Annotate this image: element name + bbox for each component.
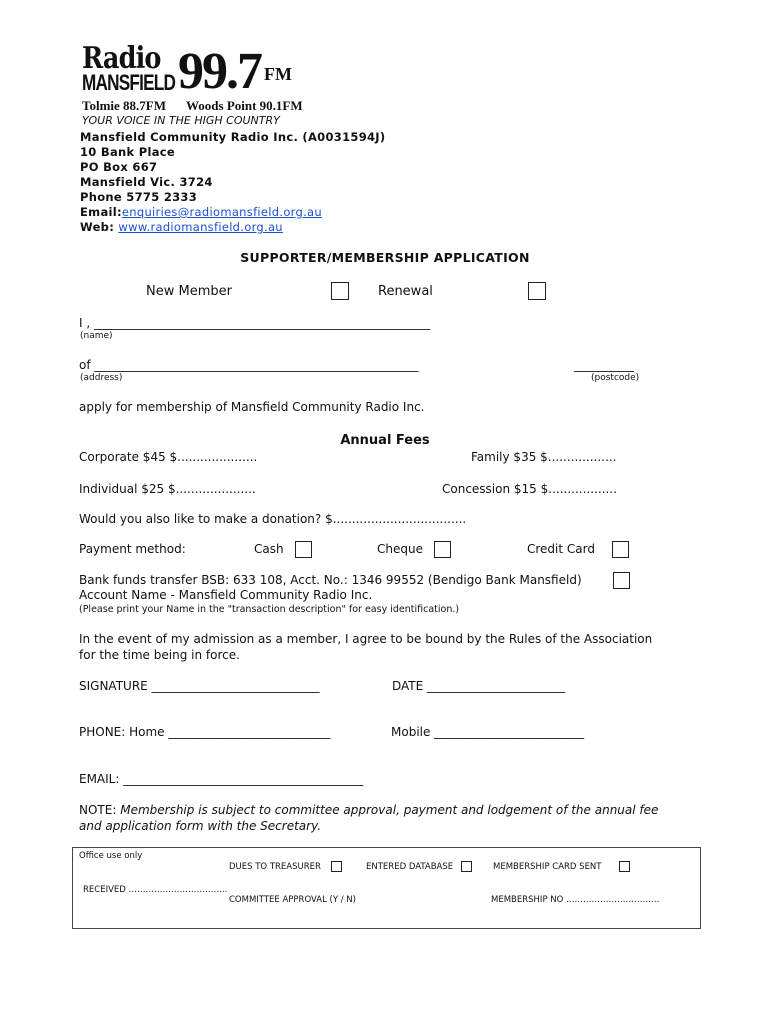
logo-mansfield: MANSFIELD	[82, 70, 176, 95]
dues-label: DUES TO TREASURER	[229, 862, 321, 872]
fee-concession[interactable]: Concession $15 $..................	[442, 482, 617, 496]
mobile-field[interactable]: Mobile _________________________	[391, 725, 585, 739]
office-use-title: Office use only	[79, 851, 143, 861]
date-field[interactable]: DATE _______________________	[392, 679, 566, 693]
note-line-1	[79, 803, 658, 817]
fee-family[interactable]: Family $35 $..................	[471, 450, 617, 464]
org-name: Mansfield Community Radio Inc. (A0031594J)	[80, 130, 386, 144]
logo-fm: FM	[264, 64, 292, 84]
cheque-checkbox[interactable]	[434, 541, 451, 558]
fees-title: Annual Fees	[340, 433, 430, 448]
station-logo	[82, 41, 303, 124]
logo-woods-point: Woods Point 90.1FM	[186, 98, 303, 113]
name-field[interactable]: I , ________________________________________________________	[79, 316, 430, 330]
org-city: Mansfield Vic. 3724	[80, 175, 213, 189]
logo-frequency: 99.7	[178, 43, 261, 100]
email-link[interactable]: enquiries@radiomansfield.org.au	[121, 205, 322, 219]
logo-tolmie: Tolmie 88.7FM	[82, 98, 167, 113]
membership-no-field[interactable]: MEMBERSHIP NO ……………………………	[491, 895, 660, 905]
note-label: NOTE:	[79, 803, 117, 817]
email-label: Email:	[80, 205, 122, 219]
tagline: YOUR VOICE IN THE HIGH COUNTRY	[82, 114, 280, 127]
apply-text: apply for membership of Mansfield Community Radio Inc.	[79, 400, 425, 414]
donation-field[interactable]: Would you also like to make a donation? $...................................	[79, 512, 467, 526]
entered-database-label: ENTERED DATABASE	[366, 862, 454, 872]
cheque-label: Cheque	[377, 542, 423, 556]
note-text-1: Membership is subject to committee approval, payment and lodgement of the annual fee	[120, 803, 659, 817]
address-field[interactable]: of ______________________________________________________	[79, 358, 419, 372]
credit-card-label: Credit Card	[527, 542, 595, 556]
renewal-checkbox[interactable]	[528, 282, 546, 300]
email-field[interactable]: EMAIL: ________________________________________	[79, 772, 364, 786]
card-sent-checkbox[interactable]	[619, 861, 630, 872]
org-po-box: PO Box 667	[80, 160, 158, 174]
agreement-line-1: In the event of my admission as a member, I agree to be bound by the Rules of the Association	[79, 632, 653, 646]
bank-transfer-checkbox[interactable]	[613, 572, 630, 589]
dues-checkbox[interactable]	[331, 861, 342, 872]
print-note: (Please print your Name in the "transaction description" for easy identification.)	[79, 604, 460, 615]
entered-database-checkbox[interactable]	[461, 861, 472, 872]
committee-approval-field[interactable]: COMMITTEE APPROVAL (Y / N)	[229, 895, 356, 905]
signature-field[interactable]: SIGNATURE ____________________________	[79, 679, 320, 693]
postcode-hint: (postcode)	[591, 373, 640, 383]
card-sent-label: MEMBERSHIP CARD SENT	[493, 862, 602, 872]
org-phone: Phone 5775 2333	[80, 190, 198, 204]
note-line-2: and application form with the Secretary.	[79, 819, 322, 833]
web-link[interactable]: www.radiomansfield.org.au	[118, 220, 283, 234]
credit-card-checkbox[interactable]	[612, 541, 629, 558]
cash-label: Cash	[254, 542, 284, 556]
name-hint: (name)	[80, 331, 113, 341]
fee-corporate[interactable]: Corporate $45 $.....................	[79, 450, 258, 464]
org-email-row	[80, 205, 322, 219]
phone-home-field[interactable]: PHONE: Home ___________________________	[79, 725, 331, 739]
account-name: Account Name - Mansfield Community Radio Inc.	[79, 588, 373, 602]
address-hint: (address)	[80, 373, 123, 383]
web-label: Web:	[80, 220, 115, 234]
bank-transfer-label: Bank funds transfer BSB: 633 108, Acct. No.: 1346 99552 (Bendigo Bank Mansfield)	[79, 573, 582, 587]
agreement-line-2: for the time being in force.	[79, 648, 240, 662]
new-member-label: New Member	[146, 284, 232, 299]
cash-checkbox[interactable]	[295, 541, 312, 558]
form-title: SUPPORTER/MEMBERSHIP APPLICATION	[240, 250, 530, 265]
received-field[interactable]: RECEIVED ……………………………..	[83, 885, 228, 895]
postcode-field[interactable]: __________	[574, 358, 634, 372]
org-street: 10 Bank Place	[80, 145, 176, 159]
office-use-box	[72, 847, 701, 929]
renewal-label: Renewal	[378, 284, 433, 299]
new-member-checkbox[interactable]	[331, 282, 349, 300]
logo-radio: Radio	[82, 41, 161, 76]
payment-label: Payment method:	[79, 542, 186, 556]
fee-individual[interactable]: Individual $25 $.....................	[79, 482, 256, 496]
org-web-row	[80, 220, 283, 234]
